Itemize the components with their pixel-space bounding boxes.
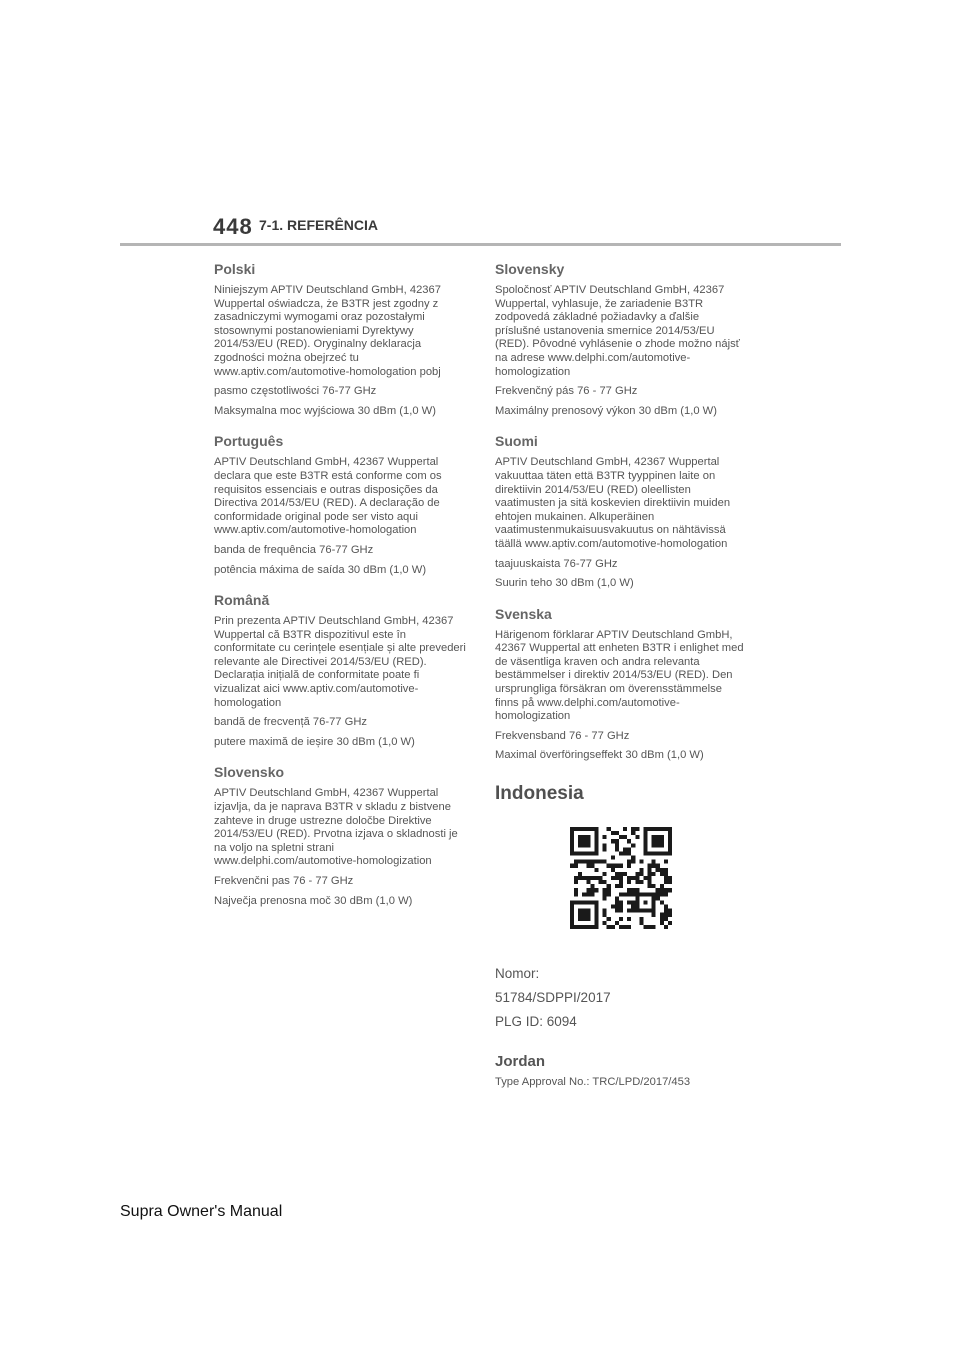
frequency-line: banda de frequência 76-77 GHz [214, 543, 374, 556]
section-svenska [495, 605, 747, 763]
indonesia-title: Indonesia [495, 783, 584, 805]
section-portugues [214, 432, 466, 577]
section-body: APTIV Deutschland GmbH, 42367 Wuppertal izjavlja, da je naprava B3TR v skladu z bistvene zahteve in druge ustrezne določbe Direktive 2014/53/EU (RED). Prvotna izjava o skladnosti je na voljo na spletni strani www.delphi.com/automotive-homologization [214, 787, 458, 868]
section-polski [214, 260, 466, 418]
frequency-line: taajuuskaista 76-77 GHz [495, 557, 618, 570]
indonesia-registration [495, 963, 747, 1033]
section-suomi [495, 432, 747, 590]
jordan-title: Jordan [495, 1053, 546, 1071]
nomor-value: 51784/SDPPI/2017 [495, 990, 611, 1006]
section-title: Suomi [495, 433, 538, 450]
power-line: putere maximă de ieșire 30 dBm (1,0 W) [214, 735, 415, 748]
qr-code-graphic [570, 827, 672, 929]
power-line: Maximálny prenosový výkon 30 dBm (1,0 W) [495, 404, 717, 417]
plg-id: PLG ID: 6094 [495, 1014, 577, 1030]
manual-name: Supra Owner's Manual [120, 1203, 283, 1220]
section-body: Prin prezenta APTIV Deutschland GmbH, 42367 Wuppertal că B3TR dispozitivul este în conformitate cu cerințele esențiale și alte prevederi relevante ale Directivei 2014/53/EU (RED). Declarația inițială de conformitate poate fi vizualizat aici www.aptiv.com/automotive-homologation [214, 615, 466, 709]
frequency-line: Frekvenčni pas 76 - 77 GHz [214, 875, 354, 887]
qr-code-icon [570, 827, 672, 929]
section-title: Slovensko [214, 764, 285, 781]
left-column [214, 260, 466, 922]
section-romana [214, 591, 466, 749]
jordan-approval: Type Approval No.: TRC/LPD/2017/453 [495, 1076, 691, 1089]
section-body: APTIV Deutschland GmbH, 42367 Wuppertal vakuuttaa täten että B3TR tyyppinen laite on direktiivin 2014/53/EU (RED) oleellisten vaatimusten ja sitä koskevien direktiivin muiden ehtojen mukainen. Alkuperäinen vaatimustenmukaisuusvakuutus on nähtävissä täällä www.aptiv.com/automotive-homologation [495, 456, 731, 550]
power-line: Maximal överföringseffekt 30 dBm (1,0 W) [495, 749, 704, 762]
header-rule [120, 243, 841, 246]
nomor-label: Nomor: [495, 966, 540, 982]
power-line: Maksymalna moc wyjściowa 30 dBm (1,0 W) [214, 404, 436, 417]
section-title: Slovensky [495, 261, 565, 277]
frequency-line: Frekvenčný pás 76 - 77 GHz [495, 385, 638, 398]
section-title: Polski [214, 261, 256, 277]
section-title: Svenska [495, 605, 552, 622]
right-column [495, 260, 747, 1088]
section-title: Português [214, 433, 284, 450]
section-body: Härigenom förklarar APTIV Deutschland GmbH, 42367 Wuppertal att enheten B3TR i enlighet med de väsentliga kraven och andra relevanta bestämmelser i direktiv 2014/53/EU (RED). Den ursprungliga försäkran om överensstämmelse finns på www.delphi.com/automotive-homologization [495, 628, 744, 723]
section-title: Română [214, 592, 270, 609]
section-body: APTIV Deutschland GmbH, 42367 Wuppertal declara que este B3TR está conforme com os requisitos essenciais e outras disposições da Directiva 2014/53/EU (RED). A declaração de conformidade original pode ser visto aqui www.aptiv.com/automotive-homologation [214, 456, 442, 537]
section-slovensko [214, 763, 466, 908]
frequency-line: bandă de frecvență 76-77 GHz [214, 716, 367, 729]
power-line: potência máxima de saída 30 dBm (1,0 W) [214, 563, 427, 576]
power-line: Suurin teho 30 dBm (1,0 W) [495, 577, 634, 590]
chapter-title: 7-1. REFERÊNCIA [259, 217, 379, 233]
power-line: Največja prenosna moč 30 dBm (1,0 W) [214, 894, 413, 907]
section-slovensky [495, 260, 747, 418]
section-body: Niniejszym APTIV Deutschland GmbH, 42367 Wuppertal oświadcza, że B3TR jest zgodny z zasadniczymi wymogami oraz pozostałymi stosownymi postanowieniami Dyrektywy 2014/53/EU (RED). Oryginalny deklaracja zgodności można obejrzeć tu www.aptiv.com/automotive-homologation pobj [214, 284, 441, 378]
frequency-line: Frekvensband 76 - 77 GHz [495, 729, 630, 742]
frequency-line: pasmo częstotliwości 76-77 GHz [214, 385, 377, 398]
page-number: 448 [213, 214, 253, 239]
section-body: Spoločnosť APTIV Deutschland GmbH, 42367 Wuppertal, vyhlasuje, že zariadenie B3TR zodpovedá základné požiadavky a ďalšie príslušné ustanovenia smernice 2014/53/EU (RED). Pôvodné vyhlásenie o zhode možno nájsť na adrese www.delphi.com/automotive-homologization [495, 284, 740, 378]
